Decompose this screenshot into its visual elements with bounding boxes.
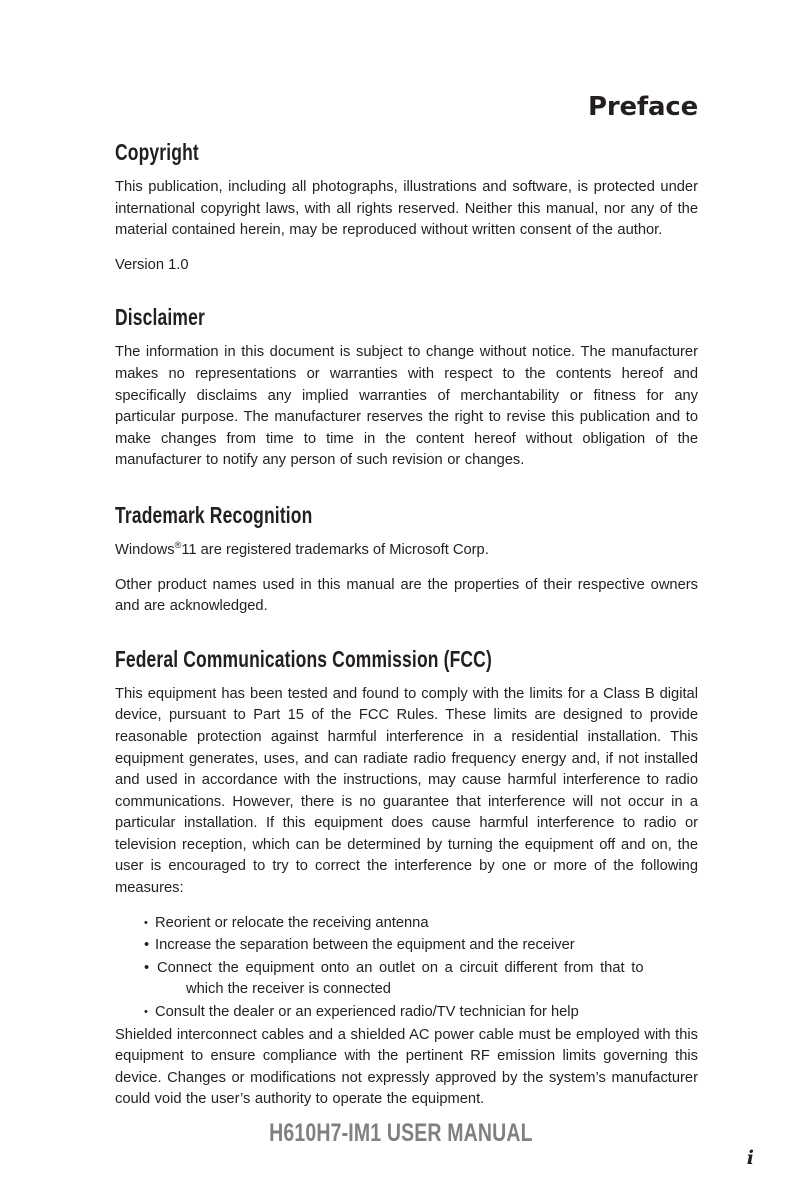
section-heading-fcc: Federal Communications Commission (FCC) [115,645,492,672]
list-item [115,958,698,1001]
list-item [115,1002,698,1024]
fcc-paragraph-2: Shielded interconnect cables and a shielded AC power cable must be employed with this equipment to ensure compliance with the pertinent RF emission limits governing this device. Changes or modifications not expressly approved by the system’s manufacturer could void the user’s authority to operate the equipment. [115,1026,698,1108]
page-number: i [746,1147,754,1169]
bullet-icon: • [144,959,150,976]
page-content [115,92,698,1111]
fcc-paragraph-1: This equipment has been tested and found to comply with the limits for a Class B digital device, pursuant to Part 15 of the FCC Rules. These limits are designed to provide reasonable protection against harmful interference in a residential installation. This equipment generates, uses, and can radiate radio frequency energy and, if not installed and used in accordance with the instructions, may cause harmful interference to radio communications. However, there is no guarantee that interference will not occur in a particular installation. If this equipment does cause harmful interference to radio or television reception, which can be determined by turning the equipment off and on, the user is encouraged to try to correct the interference by one or more of the following measures: [115,685,698,897]
trademark-paragraph-windows [115,540,698,562]
bullet-icon: • [144,937,150,954]
page-footer [0,1118,802,1198]
list-item-label: Consult the dealer or an experienced radio/TV technician for help [155,1004,579,1021]
list-item-label: Connect the equipment onto an outlet on a circuit different from that to [157,959,644,976]
list-item-label: Reorient or relocate the receiving antenna [155,914,429,931]
trademark-windows-label: Windows [115,541,175,558]
trademark-windows-rest: 11 are registered trademarks of Microsoft Corp. [181,541,489,558]
footer-manual-title [0,1118,802,1148]
list-item-runover-label: which the receiver is connected [186,981,391,998]
disclaimer-paragraph: The information in this document is subject to change without notice. The manufacturer makes no representations or warranties with respect to the contents hereof and specifically disclaims any implied warranties of merchantability or fitness for any particular purpose. The manufacturer reserves the right to revise this publication and to make changes from time to time in the content hereof without obligation of the manufacturer to notify any person of such revision or changes. [115,344,698,469]
section-heading-copyright: Copyright [115,139,199,165]
section-heading-disclaimer: Disclaimer [115,304,205,331]
list-item-label: Increase the separation between the equipment and the receiver [155,937,575,954]
copyright-paragraph: This publication, including all photographs, illustrations and software, is protected under international copyright laws, with all rights reserved. Neither this manual, nor any of the material contained herein, may be reproduced without written consent of the author. [115,179,698,239]
fcc-measures-list [115,913,698,1024]
registered-mark-icon: ® [174,540,182,551]
chapter-title: Preface [587,92,698,122]
bullet-icon: • [144,916,148,929]
section-heading-trademark-recognition: Trademark Recognition [115,501,313,528]
trademark-paragraph-other: Other product names used in this manual are the properties of their respective owners and are acknowledged. [115,576,698,615]
list-item [115,913,698,935]
bullet-icon: • [144,1006,148,1019]
list-item [115,935,698,957]
footer-manual-title-label: H610H7-IM1 USER MANUAL [269,1119,533,1147]
version-line: Version 1.0 [115,256,189,273]
